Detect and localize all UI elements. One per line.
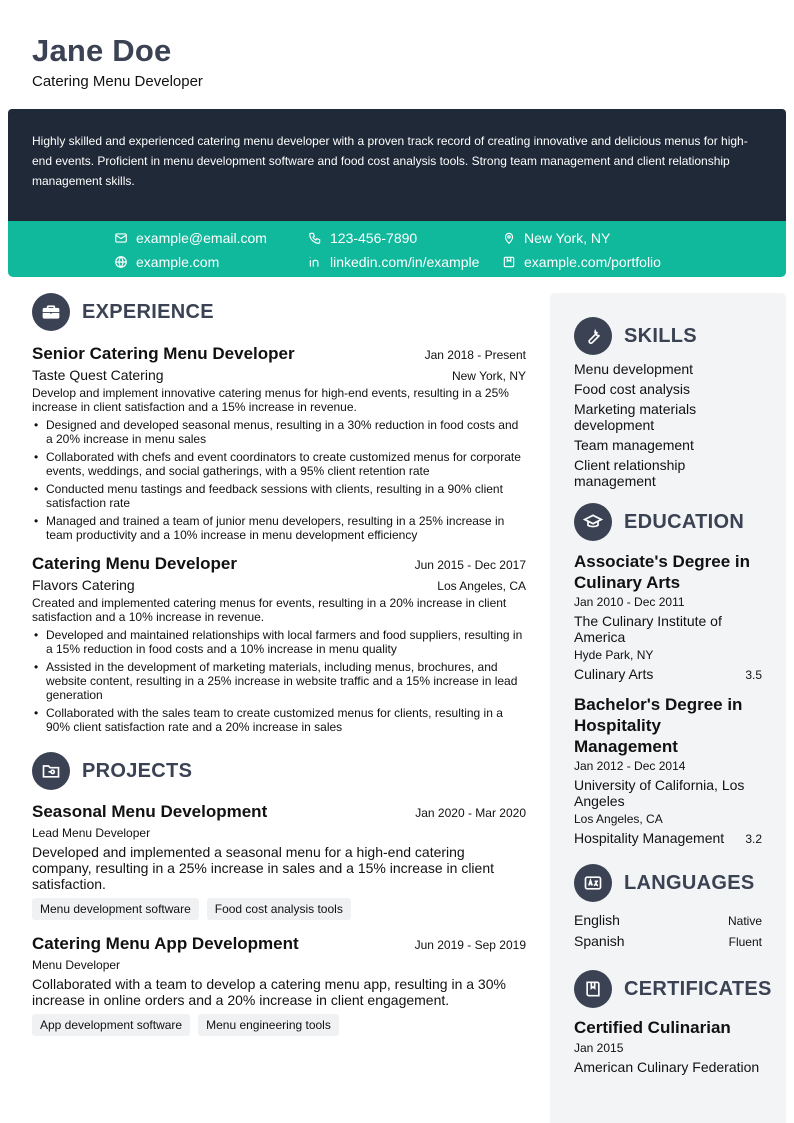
job-company: Taste Quest Catering — [32, 367, 164, 383]
education-gpa: 3.2 — [745, 832, 762, 846]
education-location: Los Angeles, CA — [574, 812, 663, 826]
education-school: University of California, Los Angeles — [574, 777, 745, 809]
language-level: Native — [727, 914, 762, 928]
job-bullet: • Managed and trained a team of junior menu developers, resulting in a 25% increase in team productivity and a 10% increase in menu development efficiency — [32, 514, 526, 542]
summary-block — [8, 109, 786, 221]
contact-linkedin-text: linkedin.com/in/example — [330, 254, 480, 270]
folder-icon — [32, 752, 70, 790]
job-bullet: • Assisted in the development of marketing materials, including menus, brochures, and website content, resulting in a 25% increase in website traffic and a 15% increase in lead generation — [32, 660, 526, 702]
globe-icon — [114, 255, 128, 269]
mail-icon — [114, 231, 128, 245]
contact-phone-text: 123-456-7890 — [330, 230, 418, 246]
wrench-icon — [574, 317, 612, 355]
job-bullet: • Conducted menu tastings and feedback sessions with clients, resulting in a 90% client satisfaction rate — [32, 482, 526, 510]
job-company: Flavors Catering — [32, 577, 135, 593]
job-title: Catering Menu Developer — [32, 554, 237, 573]
job-bullet: • Collaborated with the sales team to create customized menus for clients, resulting in a 90% client satisfaction rate and a 20% increase in sales — [32, 706, 526, 734]
language-name: English — [574, 912, 620, 928]
contact-website[interactable] — [114, 253, 219, 271]
project-tags — [32, 1014, 526, 1036]
language-name: Spanish — [574, 933, 625, 949]
project-description: Collaborated with a team to develop a catering menu app, resulting in a 30% increase in online orders and a 20% increase in client engagement. — [32, 976, 506, 1008]
job-bullets — [32, 628, 526, 734]
education-field-row — [574, 830, 762, 846]
certificate-org: American Culinary Federation — [574, 1059, 760, 1075]
education-heading — [574, 503, 762, 541]
languages-heading — [574, 864, 762, 902]
experience-title: EXPERIENCE — [82, 300, 214, 323]
certificate-title: Certified Culinarian — [574, 1018, 731, 1037]
certificate-icon — [574, 970, 612, 1008]
skill-item: Menu development — [574, 361, 694, 377]
contact-portfolio-text: example.com/portfolio — [524, 254, 661, 270]
job-bullet: • Designed and developed seasonal menus, resulting in a 30% reduction in food costs and a 20% increase in menu sales — [32, 418, 526, 446]
contact-email-text: example@email.com — [136, 230, 267, 246]
resume-header — [32, 32, 203, 90]
map-pin-icon — [502, 231, 516, 245]
education-degree: Associate's Degree in Culinary Arts — [574, 552, 751, 592]
experience-heading — [32, 293, 526, 331]
job-dates: Jun 2015 - Dec 2017 — [414, 558, 526, 572]
job-location: New York, NY — [451, 369, 526, 383]
education-school: The Culinary Institute of America — [574, 613, 722, 645]
education-degree: Bachelor's Degree in Hospitality Management — [574, 695, 743, 756]
project-title: Catering Menu App Development — [32, 934, 299, 953]
contact-website-text: example.com — [136, 254, 220, 270]
contact-portfolio[interactable] — [502, 253, 661, 271]
linkedin-icon — [308, 255, 322, 269]
contact-location — [502, 229, 610, 247]
job-bullet: • Developed and maintained relationships with local farmers and food suppliers, resulting in a 15% reduction in food costs and a 10% increase in menu quality — [32, 628, 526, 656]
project-dates: Jun 2019 - Sep 2019 — [414, 938, 526, 952]
education-title: EDUCATION — [624, 510, 745, 533]
project-role: Menu Developer — [32, 958, 121, 972]
language-row — [574, 910, 762, 931]
projects-title: PROJECTS — [82, 759, 193, 782]
project-dates: Jan 2020 - Mar 2020 — [415, 806, 526, 820]
education-dates: Jan 2012 - Dec 2014 — [574, 759, 686, 773]
summary-text: Highly skilled and experienced catering menu developer with a proven track record of creating innovative and delicious menus for high-end events. Proficient in menu development software and food cost analysis tools. Strong team management and client relationship management skills. — [32, 134, 748, 188]
contact-email[interactable] — [114, 229, 267, 247]
education-field: Hospitality Management — [574, 830, 725, 846]
certificate-date: Jan 2015 — [574, 1041, 624, 1055]
project-role: Lead Menu Developer — [32, 826, 151, 840]
skill-item: Marketing materials development — [574, 401, 697, 433]
projects-heading — [32, 752, 526, 790]
sidebar-column — [550, 293, 786, 1123]
education-entry — [574, 551, 762, 682]
job-entry — [32, 344, 526, 542]
project-tag: Food cost analysis tools — [207, 898, 351, 920]
education-dates: Jan 2010 - Dec 2011 — [574, 595, 685, 609]
education-gpa: 3.5 — [745, 668, 762, 682]
translate-icon — [574, 864, 612, 902]
job-description: Created and implemented catering menus for events, resulting in a 20% increase in client satisfaction and a 10% increase in revenue. — [32, 596, 507, 624]
skills-heading — [574, 317, 762, 355]
certificate-entry — [574, 1018, 762, 1075]
skill-item: Team management — [574, 437, 694, 453]
contact-phone[interactable] — [308, 229, 417, 247]
job-bullet: • Collaborated with chefs and event coordinators to create customized menus for corporate events, weddings, and social gatherings, with a 95% client retention rate — [32, 450, 526, 478]
project-tags — [32, 898, 526, 920]
job-bullets — [32, 418, 526, 542]
project-entry — [32, 934, 526, 1036]
project-tag: Menu development software — [32, 898, 199, 920]
certificates-title: CERTIFICATES — [624, 977, 772, 1000]
briefcase-icon — [32, 293, 70, 331]
skill-item: Food cost analysis — [574, 381, 690, 397]
project-description: Developed and implemented a seasonal menu for a high-end catering company, resulting in a 25% increase in sales and a 15% increase in client satisfaction. — [32, 844, 494, 892]
candidate-name: Jane Doe — [32, 33, 172, 68]
contact-location-text: New York, NY — [524, 230, 611, 246]
phone-icon — [308, 231, 322, 245]
language-row — [574, 931, 762, 952]
education-field: Culinary Arts — [574, 666, 654, 682]
job-description: Develop and implement innovative catering menus for high-end events, resulting in a 25% increase in client satisfaction and a 15% increase in revenue. — [32, 386, 509, 414]
project-title: Seasonal Menu Development — [32, 802, 268, 821]
education-location: Hyde Park, NY — [574, 648, 654, 662]
education-entry — [574, 694, 762, 846]
education-field-row — [574, 666, 762, 682]
job-title: Senior Catering Menu Developer — [32, 344, 295, 363]
main-column — [32, 293, 526, 1036]
project-tag: Menu engineering tools — [198, 1014, 339, 1036]
skills-list — [574, 361, 762, 489]
portfolio-link-icon — [502, 255, 516, 269]
graduation-cap-icon — [574, 503, 612, 541]
job-entry — [32, 554, 526, 734]
job-dates: Jan 2018 - Present — [424, 348, 526, 362]
contact-linkedin[interactable] — [308, 253, 479, 271]
project-tag: App development software — [32, 1014, 190, 1036]
languages-title: LANGUAGES — [624, 871, 755, 894]
skills-title: SKILLS — [624, 324, 697, 347]
job-location: Los Angeles, CA — [437, 579, 526, 593]
certificates-heading — [574, 970, 772, 1008]
language-level: Fluent — [728, 935, 762, 949]
candidate-title: Catering Menu Developer — [32, 73, 203, 90]
languages-list — [574, 910, 762, 952]
skill-item: Client relationship management — [574, 457, 686, 489]
project-entry — [32, 802, 526, 920]
contact-bar — [8, 221, 786, 277]
